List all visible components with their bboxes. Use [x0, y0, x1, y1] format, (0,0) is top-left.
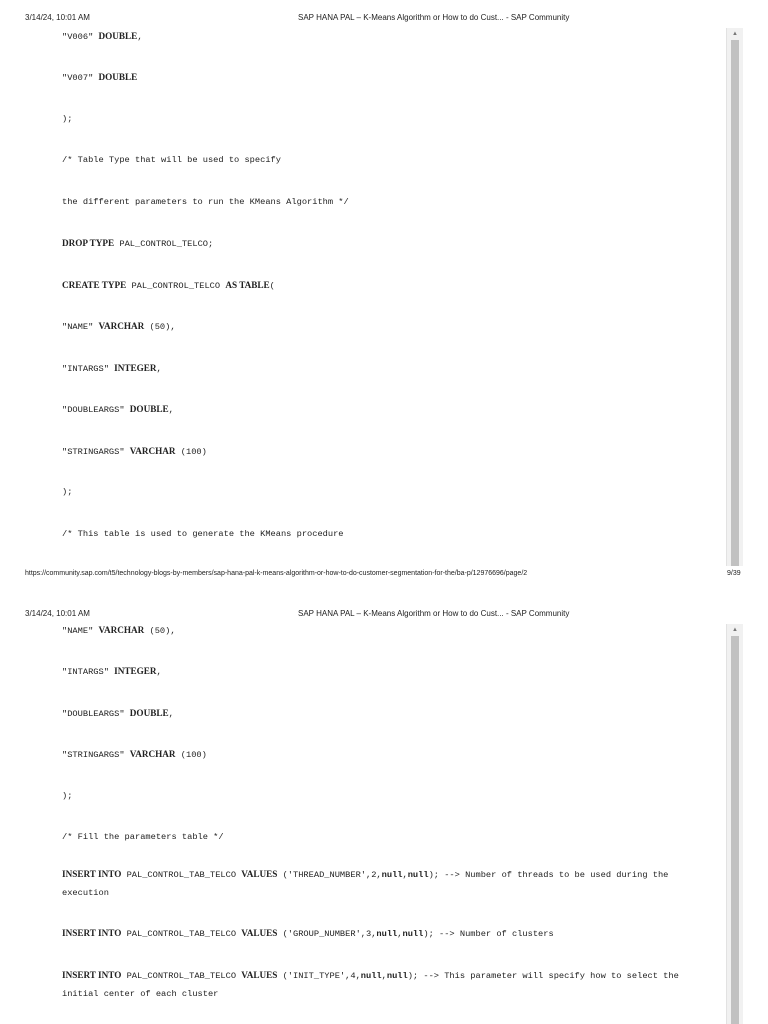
- code-line: "NAME" VARCHAR (50),: [62, 625, 176, 636]
- footer-url: https://community.sap.com/t5/technology-blogs-by-members/sap-hana-pal-k-means-algorithm-or-how-to-do-customer-segmentation-for-the/ba-p/12976696/page/2: [25, 570, 528, 577]
- footer-page-number: 9/39: [727, 570, 741, 577]
- code-block: [62, 624, 713, 1024]
- code-line: "STRINGARGS" VARCHAR (100): [62, 446, 207, 457]
- code-line: );: [62, 487, 73, 497]
- vertical-scrollbar[interactable]: [726, 28, 743, 566]
- scrollbar-thumb[interactable]: [731, 40, 739, 566]
- code-line: "V006" DOUBLE,: [62, 31, 143, 42]
- code-line: "INTARGS" INTEGER,: [62, 363, 162, 374]
- scroll-up-arrow-icon[interactable]: ▲: [732, 627, 738, 633]
- vertical-scrollbar[interactable]: [726, 624, 743, 1024]
- code-comment: the different parameters to run the KMeans Algorithm */: [62, 197, 349, 207]
- code-comment: /* Table Type that will be used to specify: [62, 155, 281, 165]
- code-line: "INTARGS" INTEGER,: [62, 666, 162, 677]
- header-title: SAP HANA PAL – K-Means Algorithm or How to do Cust... - SAP Community: [298, 609, 570, 618]
- code-line: DROP TYPE PAL_CONTROL_TELCO;: [62, 238, 214, 249]
- scroll-up-arrow-icon[interactable]: ▲: [732, 31, 738, 37]
- code-line: );: [62, 114, 73, 124]
- code-line: CREATE TYPE PAL_CONTROL_TELCO AS TABLE(: [62, 280, 275, 291]
- code-comment: /* Fill the parameters table */: [62, 832, 224, 842]
- code-insert-line: INSERT INTO PAL_CONTROL_TAB_TELCO VALUES ('INIT_TYPE',4,null,null); --> This parameter will specify how to select the initial center of each cluster: [62, 970, 679, 999]
- header-title: SAP HANA PAL – K-Means Algorithm or How to do Cust... - SAP Community: [298, 13, 570, 22]
- code-insert-line: INSERT INTO PAL_CONTROL_TAB_TELCO VALUES ('GROUP_NUMBER',3,null,null); --> Number of clusters: [62, 928, 554, 939]
- code-comment: /* This table is used to generate the KMeans procedure: [62, 529, 344, 539]
- code-line: "V007" DOUBLE: [62, 72, 138, 83]
- code-line: "NAME" VARCHAR (50),: [62, 321, 176, 332]
- header-date: 3/14/24, 10:01 AM: [25, 13, 90, 22]
- scrollbar-thumb[interactable]: [731, 636, 739, 1024]
- pdf-page-10: [0, 596, 768, 1024]
- code-block: [62, 28, 713, 566]
- code-block-frame: [24, 624, 743, 1024]
- header-date: 3/14/24, 10:01 AM: [25, 609, 90, 618]
- code-insert-line: INSERT INTO PAL_CONTROL_TAB_TELCO VALUES ('THREAD_NUMBER',2,null,null); --> Number of threads to be used during the execution: [62, 869, 669, 898]
- code-block-frame: [24, 28, 743, 566]
- code-line: "DOUBLEARGS" DOUBLE,: [62, 708, 174, 719]
- code-line: "STRINGARGS" VARCHAR (100): [62, 749, 207, 760]
- code-line: "DOUBLEARGS" DOUBLE,: [62, 404, 174, 415]
- code-line: );: [62, 791, 73, 801]
